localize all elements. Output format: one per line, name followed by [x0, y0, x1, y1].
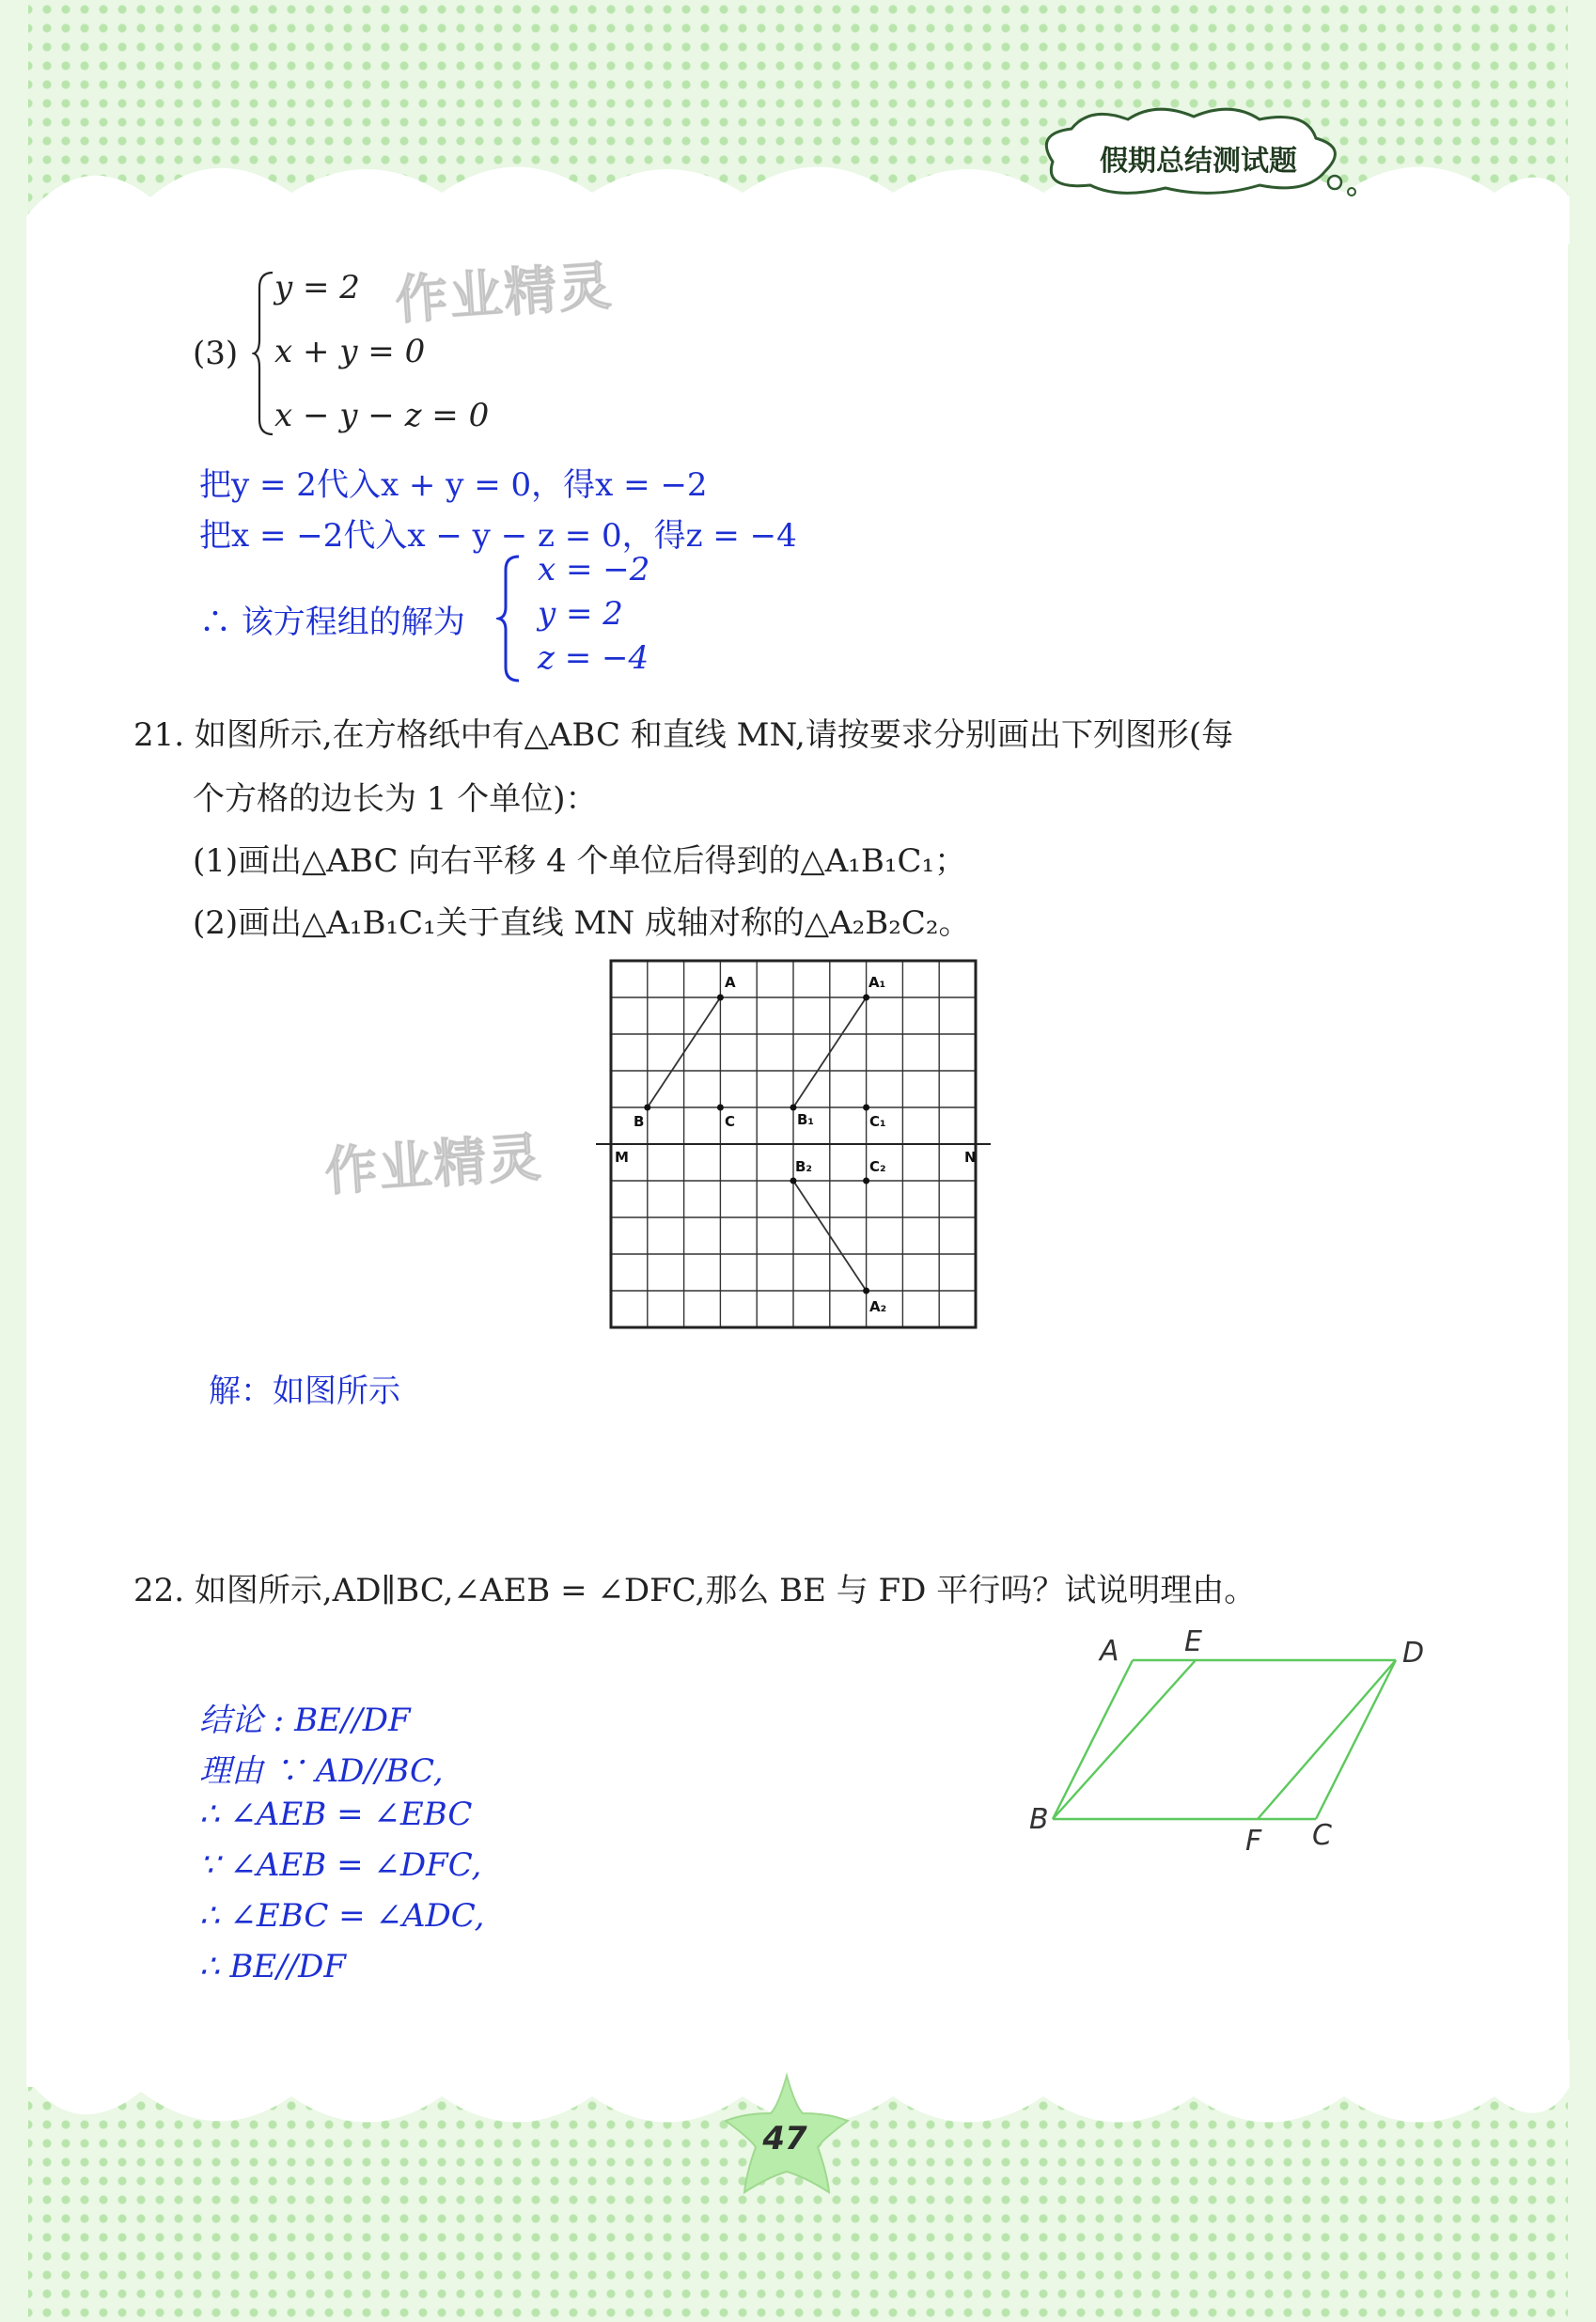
point-c: [717, 1105, 724, 1111]
q21-grid-figure: [592, 949, 996, 1335]
right-border-decoration: [1568, 0, 1596, 2322]
label-b1: B₁: [797, 1111, 815, 1128]
point-c1: [863, 1105, 869, 1111]
q22-answer-line-3: ∴ ∠AEB = ∠EBC: [199, 1796, 473, 1833]
header-title: 假期总结测试题: [1100, 145, 1297, 178]
label-m: M: [615, 1149, 629, 1166]
point-a1: [863, 995, 869, 1001]
q20-solution-z: z = −4: [538, 639, 649, 677]
point-b: [644, 1105, 650, 1111]
label-a: A: [725, 974, 736, 991]
segment-ab: [1053, 1660, 1133, 1819]
label-f: F: [1245, 1825, 1262, 1858]
q20-equation-1: y = 2: [274, 269, 360, 306]
point-c2: [863, 1178, 869, 1185]
q20-equation-3: x − y − z = 0: [274, 397, 490, 434]
point-b1: [790, 1105, 797, 1111]
q22-answer-line-1: 结论 : BE//DF: [199, 1702, 411, 1739]
page-number: 47: [762, 2120, 807, 2157]
q20-conclusion-prefix: ∴ 该方程组的解为: [199, 604, 465, 641]
q21-answer: 解：如图所示: [209, 1373, 400, 1410]
watermark-middle: 作业精灵: [322, 1126, 545, 1204]
point-a2: [863, 1288, 869, 1294]
q22-answer-line-5: ∴ ∠EBC = ∠ADC,: [199, 1897, 485, 1935]
q20-solution-line-2: 把x = −2代入x − y − z = 0，得z = −4: [199, 517, 797, 555]
q22-parallelogram-figure: [1015, 1626, 1447, 1861]
label-a2: A₂: [869, 1298, 887, 1315]
q21-part-1: (1)画出△ABC 向右平移 4 个单位后得到的△A₁B₁C₁；: [193, 842, 967, 880]
q22-question: 22. 如图所示,AD∥BC,∠AEB = ∠DFC,那么 BE 与 FD 平行吗？试说明理由。: [133, 1572, 1257, 1609]
q20-solution-brace: [496, 553, 524, 684]
left-border-decoration: [0, 0, 28, 2322]
q20-solution-line-1: 把y = 2代入x + y = 0，得x = −2: [199, 466, 708, 504]
q21-part-2: (2)画出△A₁B₁C₁关于直线 MN 成轴对称的△A₂B₂C₂。: [193, 904, 971, 942]
point-a: [717, 995, 724, 1001]
q20-solution-x: x = −2: [538, 551, 650, 588]
watermark-top: 作业精灵: [393, 255, 616, 333]
q22-answer-line-6: ∴ BE//DF: [199, 1948, 347, 1985]
q20-system-brace: [252, 269, 276, 438]
label-d: D: [1402, 1637, 1425, 1670]
label-c1: C₁: [869, 1113, 886, 1130]
q22-answer-line-4: ∵ ∠AEB = ∠DFC,: [199, 1846, 482, 1884]
label-b: B: [1029, 1803, 1049, 1836]
q20-solution-y: y = 2: [538, 595, 623, 633]
point-b2: [790, 1178, 797, 1185]
segment-be: [1053, 1660, 1196, 1819]
label-e: E: [1184, 1626, 1202, 1658]
label-b: B: [634, 1113, 645, 1130]
q21-question-line-2: 个方格的边长为 1 个单位)：: [193, 780, 598, 818]
q22-answer-line-2: 理由 ∵ AD//BC,: [199, 1752, 444, 1790]
label-n: N: [964, 1149, 977, 1166]
q21-question-line-1: 21. 如图所示,在方格纸中有△ABC 和直线 MN,请按要求分别画出下列图形(每: [133, 716, 1234, 754]
label-c2: C₂: [869, 1158, 886, 1175]
label-b2: B₂: [795, 1158, 813, 1175]
label-c: C: [725, 1113, 736, 1130]
label-c: C: [1312, 1819, 1332, 1852]
q20-equation-2: x + y = 0: [274, 333, 426, 370]
label-a: A: [1100, 1635, 1119, 1668]
label-a1: A₁: [868, 974, 886, 991]
q20-part3-label: (3): [193, 335, 239, 372]
